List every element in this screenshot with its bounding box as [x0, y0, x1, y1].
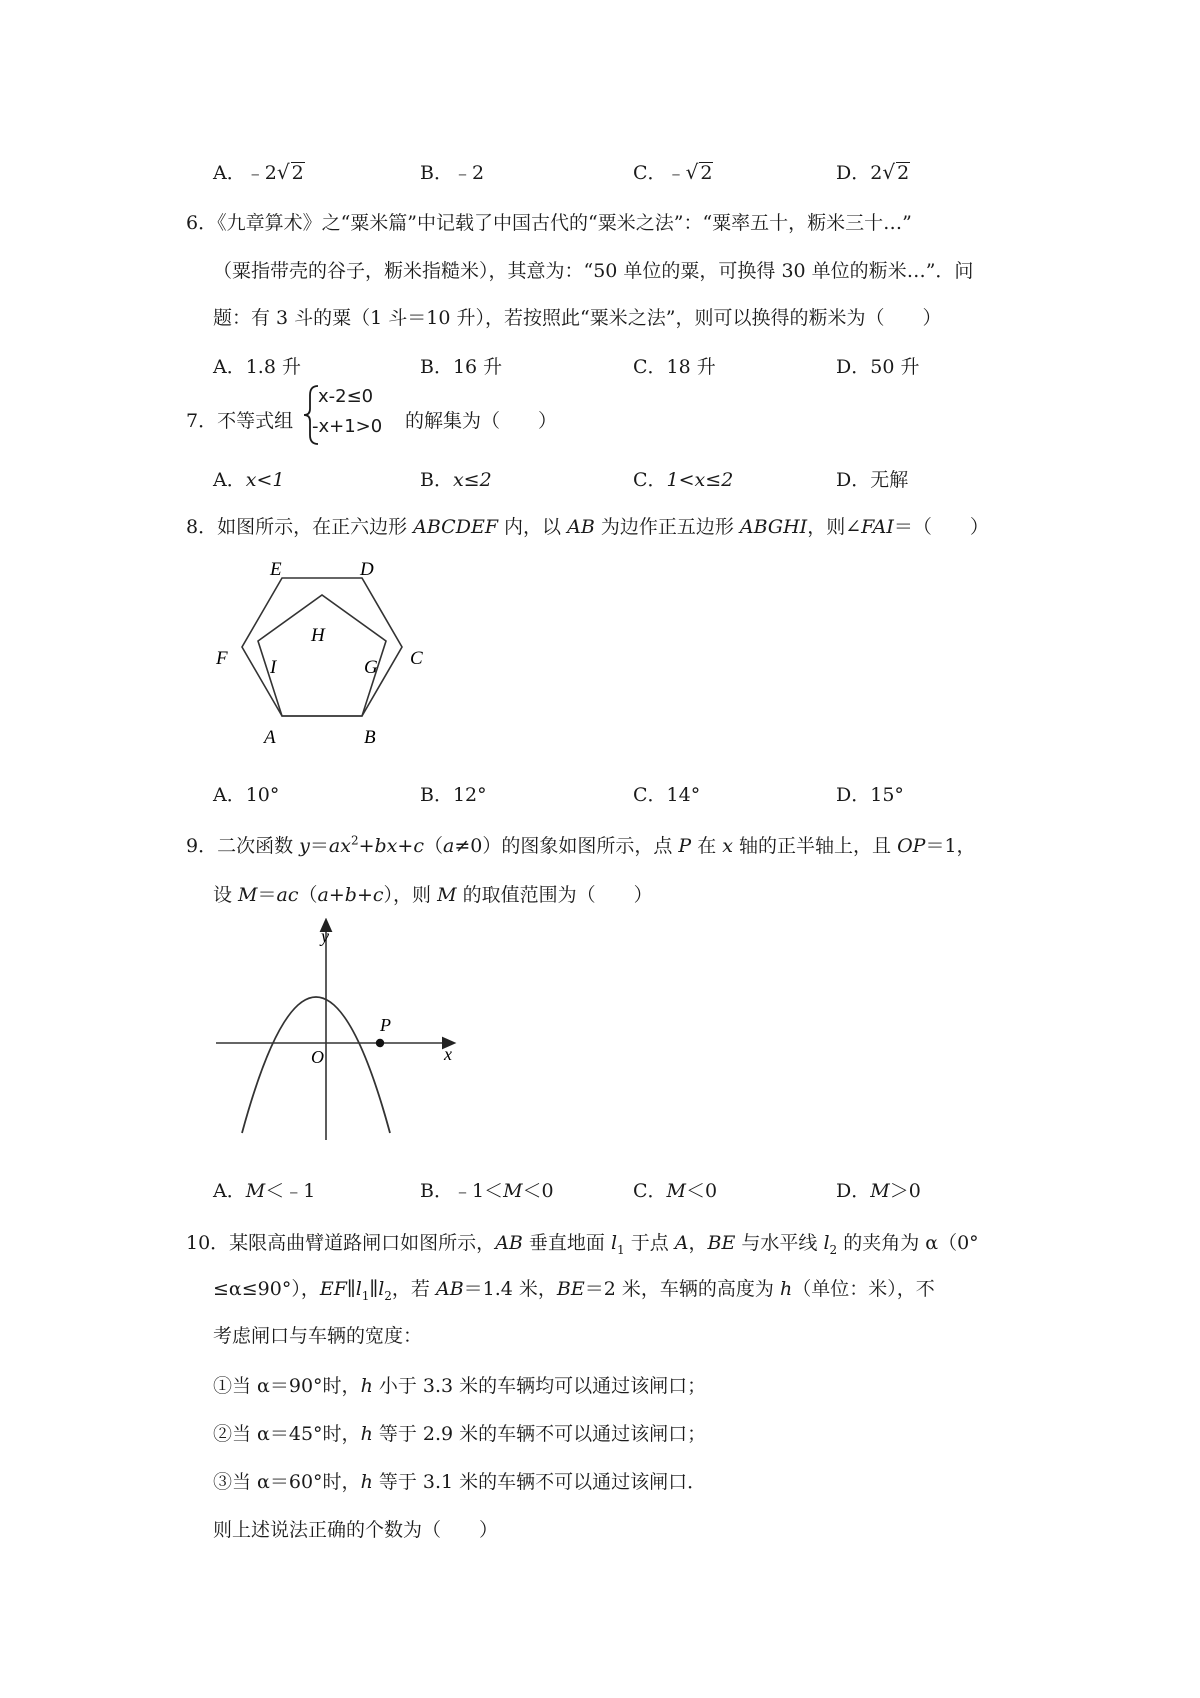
- pentagon: [258, 595, 386, 716]
- q6-line-2: （粟指带壳的谷子，粝米指糙米），其意为：“50 单位的粟，可换得 30 单位的粝米…”．问: [213, 260, 974, 282]
- q8-option-d: D．15°: [836, 784, 904, 806]
- q5-option-b: B．﹣2: [420, 162, 485, 184]
- q6-option-c: C．18 升: [633, 356, 716, 378]
- hexagon: [242, 578, 402, 716]
- label-e: E: [270, 559, 282, 580]
- q10-statement-3: ③当 α＝60°时，h 等于 3.1 米的车辆不可以通过该闸口．: [213, 1471, 707, 1493]
- q10-question: 则上述说法正确的个数为（ ）: [213, 1519, 499, 1541]
- q6-option-d: D．50 升: [836, 356, 920, 378]
- q7-option-b: B．x≤2: [420, 469, 492, 491]
- q6-line-3: 题：有 3 斗的粟（1 斗＝10 升），若按照此“粟米之法”，则可以换得的粝米为（ ）: [213, 307, 942, 329]
- q10-line-1: 10．某限高曲臂道路闸口如图所示，AB 垂直地面 $l_1$ 于点 A，BE 与水平线 $l_2$ 的夹角为 α（0°: [186, 1232, 979, 1257]
- q9-line-2: 设 M＝ac（a+b+c），则 M 的取值范围为（ ）: [213, 884, 653, 906]
- label-y: y: [321, 926, 329, 946]
- q7-inequality-1: x-2≤0: [318, 386, 374, 407]
- q5-option-d: D．2√ 2: [836, 160, 910, 184]
- label-x: x: [444, 1044, 452, 1064]
- q8-stem: 8．如图所示，在正六边形 ABCDEF 内，以 AB 为边作正五边形 ABGHI，则∠FAI＝（ ）: [186, 516, 989, 538]
- q7-suffix: 的解集为（ ）: [405, 410, 558, 432]
- q6-line-1: 6．《九章算术》之“粟米篇”中记载了中国古代的“粟米之法”：“粟率五十，粝米三十…”: [186, 212, 912, 234]
- label-b: B: [364, 727, 376, 748]
- q9-option-c: C．M＜0: [633, 1180, 718, 1202]
- q5-option-a: A．﹣2√ 2: [213, 160, 304, 184]
- q6-option-a: A．1.8 升: [213, 356, 301, 378]
- q10-line-2: ≤α≤90°），$EF\parallel l_1\parallel l_2$，若 AB＝1.4 米，BE＝2 米，车辆的高度为 h（单位：米），不: [213, 1278, 935, 1303]
- q8-option-a: A．10°: [213, 784, 280, 806]
- q7-option-c: C．1<x≤2: [633, 469, 734, 491]
- q8-option-b: B．12°: [420, 784, 487, 806]
- q6-option-b: B．16 升: [420, 356, 503, 378]
- label-h: H: [311, 625, 325, 646]
- q9-option-d: D．M＞0: [836, 1180, 921, 1202]
- q8-hexagon-pentagon-figure: [200, 555, 440, 755]
- q10-line-3: 考虑闸口与车辆的宽度：: [213, 1325, 423, 1347]
- q9-option-a: A．M＜﹣1: [213, 1180, 316, 1202]
- q7-inequality-2: -x+1>0: [312, 416, 383, 437]
- q9-parabola-figure: [210, 918, 460, 1148]
- label-p: P: [380, 1015, 391, 1035]
- q10-statement-2: ②当 α＝45°时，h 等于 2.9 米的车辆不可以通过该闸口；: [213, 1423, 707, 1445]
- q7-prefix: 7．不等式组: [186, 410, 294, 432]
- label-f: F: [216, 648, 228, 669]
- point-p: [376, 1039, 384, 1047]
- label-a: A: [264, 727, 276, 748]
- q7-option-d: D．无解: [836, 469, 909, 491]
- q7-option-a: A．x<1: [213, 469, 285, 491]
- q9-line-1: 9．二次函数 $y=ax^2+bx+c(a\ne 0)$的图象如图所示，点 P 在 x 轴的正半轴上，且 OP＝1，: [186, 833, 976, 857]
- q9-option-b: B．﹣1＜M＜0: [420, 1180, 554, 1202]
- label-d: D: [360, 559, 374, 580]
- q5-option-c: C．﹣√ 2: [633, 160, 713, 184]
- label-c: C: [410, 648, 423, 669]
- label-i: I: [270, 657, 277, 678]
- label-o: O: [311, 1047, 324, 1067]
- q8-option-c: C．14°: [633, 784, 701, 806]
- label-g: G: [364, 657, 378, 678]
- q10-statement-1: ①当 α＝90°时，h 小于 3.3 米的车辆均可以通过该闸口；: [213, 1375, 707, 1397]
